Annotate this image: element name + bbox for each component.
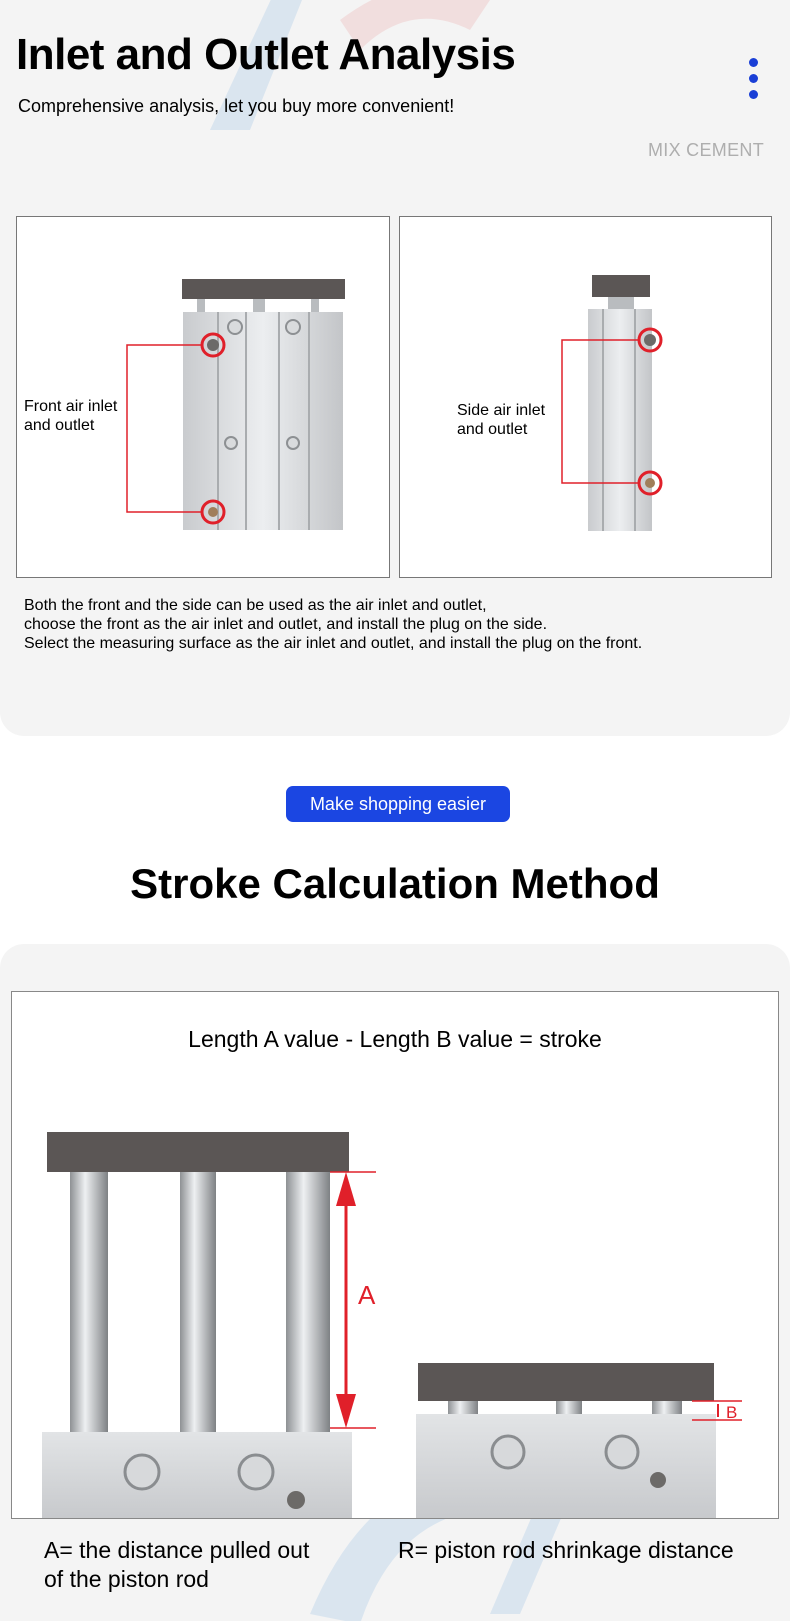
front-inlet-label-line2: and outlet [24, 417, 95, 434]
description-line-2: choose the front as the air inlet and outlet, and install the plug on the side. [24, 616, 548, 633]
page-subtitle: Comprehensive analysis, let you buy more convenient! [18, 96, 455, 116]
front-inlet-label [24, 397, 117, 435]
side-inlet-label-line2: and outlet [457, 421, 528, 438]
page-title: Inlet and Outlet Analysis [16, 30, 516, 79]
description-line-3: Select the measuring surface as the air inlet and outlet, and install the plug on the front. [24, 635, 643, 652]
inlet-description [24, 596, 642, 653]
brand-label: MIX CEMENT [647, 140, 764, 160]
marker-b: B [726, 1403, 738, 1422]
side-inlet-label-line1: Side air inlet [457, 402, 546, 419]
marker-a: A [358, 1280, 376, 1310]
side-inlet-panel [399, 216, 772, 578]
stroke-diagram [11, 991, 779, 1519]
caption-a-line1: A= the distance pulled out [44, 1537, 310, 1563]
stroke-formula: Length A value - Length B value = stroke [188, 1026, 602, 1052]
make-shopping-easier-button[interactable]: Make shopping easier [286, 786, 510, 822]
caption-b: R= piston rod shrinkage distance [398, 1537, 734, 1563]
front-inlet-label-line1: Front air inlet [24, 398, 118, 415]
side-cylinder-illustration [400, 217, 773, 579]
front-inlet-panel [16, 216, 390, 578]
stroke-cylinder-illustration [12, 992, 779, 1519]
more-options-icon[interactable] [748, 58, 760, 106]
caption-a-line2: of the piston rod [44, 1566, 209, 1592]
description-line-1: Both the front and the side can be used as the air inlet and outlet, [24, 597, 487, 614]
inlet-outlet-section [0, 0, 790, 736]
watermark-logo [190, 0, 510, 180]
caption-a [44, 1536, 309, 1594]
stroke-section-title: Stroke Calculation Method [130, 860, 660, 907]
side-inlet-label [457, 401, 545, 439]
